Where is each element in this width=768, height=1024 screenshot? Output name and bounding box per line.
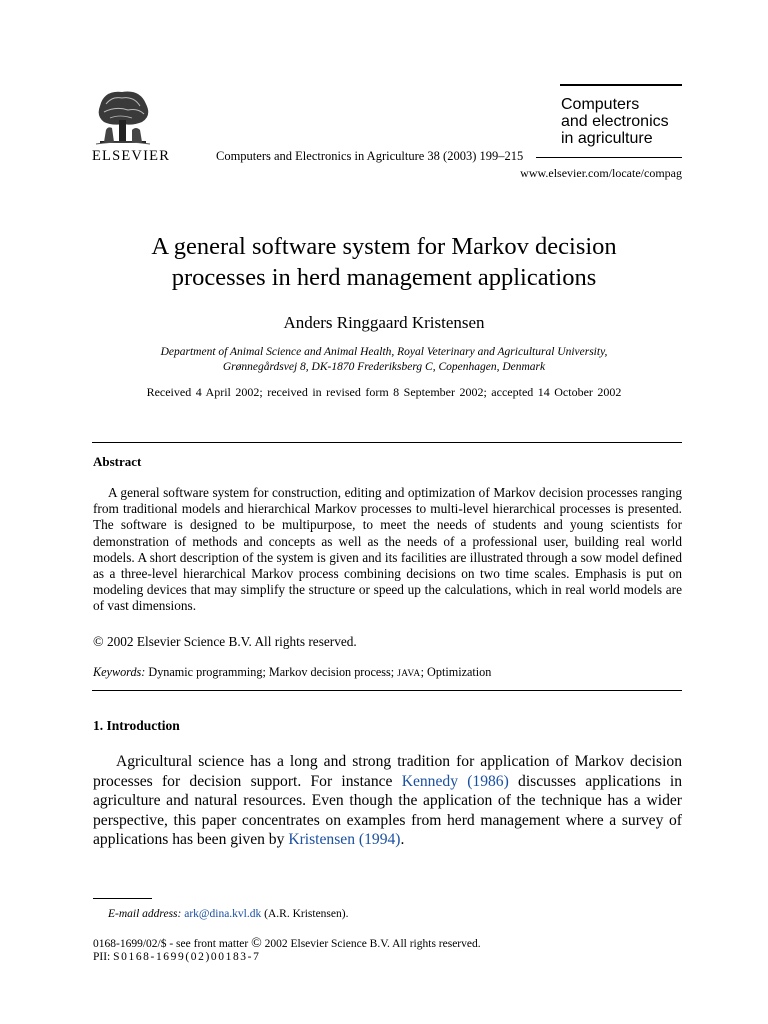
abstract-heading: Abstract [93, 454, 142, 469]
email-owner: (A.R. Kristensen). [264, 908, 349, 920]
keyword-java: JAVA [397, 669, 421, 679]
intro-text: discusses applications in agriculture and natural resources. Even though the application of the technique has a wider perspective, this paper concentrates on examples from herd management where a survey of applications has been given by [93, 772, 682, 848]
pii-label: PII: [93, 951, 111, 963]
email-label: E-mail address: [108, 908, 182, 920]
elsevier-tree-icon [92, 86, 154, 148]
journal-rule-bottom [536, 157, 682, 158]
journal-title-line: Computers [561, 96, 640, 113]
article-title-line: processes in herd management applications [171, 264, 597, 291]
keywords-text: Dynamic programming; Markov decision process; [148, 665, 395, 679]
reference-link-kennedy[interactable]: Kennedy (1986) [401, 772, 509, 790]
keywords-text-end: ; Optimization [420, 665, 492, 679]
abstract-copyright [93, 634, 357, 651]
article-title [60, 231, 708, 293]
copyright-icon: © [251, 936, 262, 951]
issn-prefix: 0168-1699/02/$ - see front matter [93, 938, 249, 950]
issn-line [93, 936, 481, 952]
journal-rule-top [560, 84, 682, 86]
issn-suffix: 2002 Elsevier Science B.V. All rights reserved. [264, 938, 481, 950]
article-title-line: A general software system for Markov decision [151, 233, 617, 260]
copyright-icon: © [93, 635, 104, 650]
reference-link-kristensen[interactable]: Kristensen (1994) [288, 831, 401, 848]
publisher-name: ELSEVIER [92, 148, 171, 164]
email-link[interactable]: ark@dina.kvl.dk [184, 908, 262, 920]
affiliation-line: Grønnegårdsvej 8, DK-1870 Frederiksberg C, Copenhagen, Denmark [222, 361, 546, 373]
received-dates: Received 4 April 2002; received in revised form 8 September 2002; accepted 14 October 2002 [146, 385, 622, 399]
footnote-rule [93, 898, 152, 899]
abstract-body: A general software system for construction, editing and optimization of Markov decision processes ranging from traditional models and hierarchical Markov processes to multi-level hierarchical processes is presented. The software is designed to be multipurpose, to meet the needs of students and young scientists for demonstration of methods and concepts as well as the needs of a professional user, building real world models. A short description of the system is given and its facilities are illustrated through a sow model defined as a three-level hierarchical Markov process combining decisions on two time scales. Emphasis is put on modeling devices that may simplify the structure or speed up the calculations, which in real world models are of vast dimensions. [93, 485, 682, 614]
affiliation-line: Department of Animal Science and Animal Health, Royal Veterinary and Agricultural University, [160, 346, 608, 358]
copyright-text: 2002 Elsevier Science B.V. All rights reserved. [106, 634, 357, 649]
abstract-rule-bottom [92, 690, 682, 691]
journal-title-line: in agriculture [561, 130, 653, 147]
intro-text: . [400, 831, 405, 848]
pii-line [93, 951, 260, 963]
intro-paragraph [93, 752, 682, 850]
keywords [93, 665, 491, 680]
section-heading: 1. Introduction [93, 718, 180, 733]
email-footnote [108, 908, 348, 920]
intro-text: Agricultural science has a long and strong tradition for application of Markov decision processes for decision support. For instance [93, 753, 682, 790]
author-affiliation [70, 345, 698, 375]
journal-title-line: and electronics [561, 113, 669, 130]
journal-citation: Computers and Electronics in Agriculture 38 (2003) 199–215 [216, 149, 524, 163]
article-author: Anders Ringgaard Kristensen [283, 313, 485, 332]
journal-title [561, 96, 691, 147]
keywords-label: Keywords: [93, 665, 146, 679]
abstract-rule-top [92, 442, 682, 443]
pii-code: S0168-1699(02)00183-7 [113, 951, 261, 963]
journal-url[interactable]: www.elsevier.com/locate/compag [520, 166, 682, 180]
